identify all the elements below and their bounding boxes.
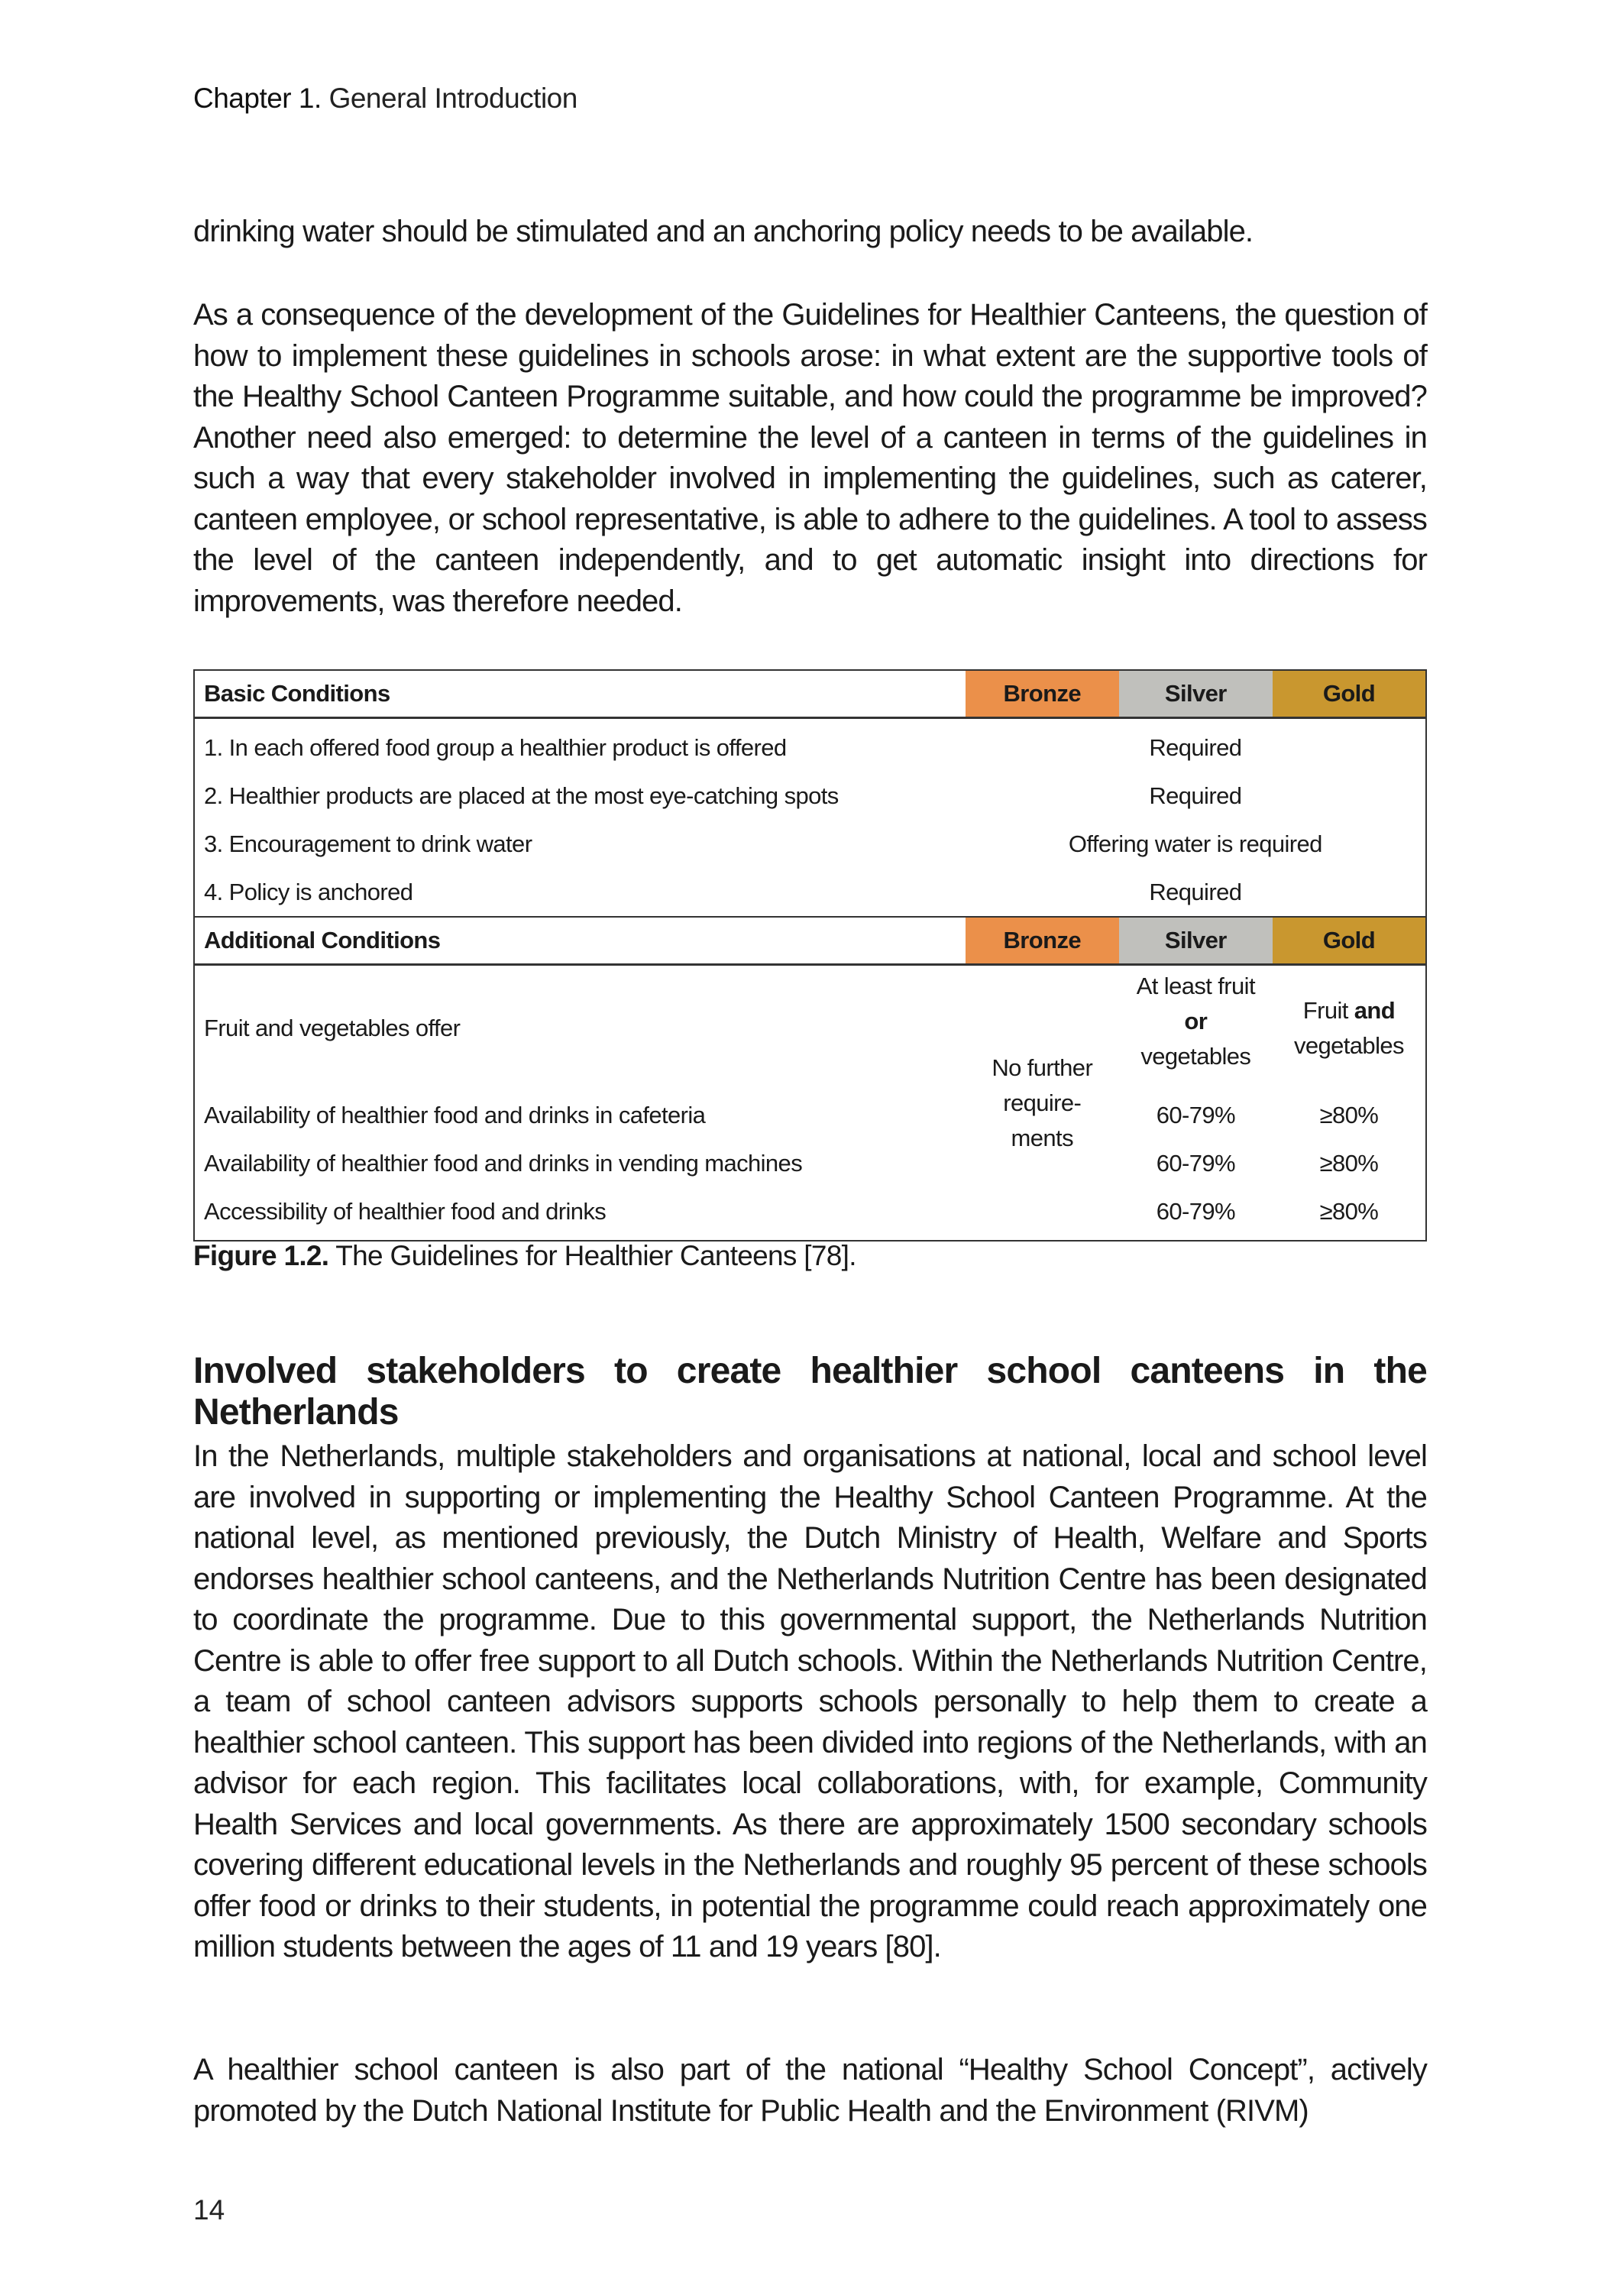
silver-emphasis: or xyxy=(1184,1008,1208,1034)
paragraph: drinking water should be stimulated and an anchoring policy needs to be available. xyxy=(193,215,1254,248)
tier-header-bronze: Bronze xyxy=(966,670,1119,718)
table-row xyxy=(194,1139,1426,1187)
paragraph: In the Netherlands, multiple stakeholders and organisations at national, local and school level are involved in supporting or implementing the Healthy School Canteen Programme. At the national level, as mentioned previously, the Dutch Ministry of Health, Welfare and Sports endorses healthier school canteens, and the Netherlands Nutrition Centre has been designated to coordinate the programme. Due to this governmental support, the Netherlands Nutrition Centre is able to offer free support to all Dutch schools. Within the Netherlands Nutrition Centre, a team of school canteen advisors supports schools personally to help them to create a healthier school canteen. This support has been divided into regions of the Netherlands, with an advisor for each region. This facilitates local collaborations, with, for example, Community Health Services and local governments. As there are approximately 1500 secondary schools covering different educational levels in the Netherlands and roughly 95 percent of these schools offer food or drinks to their students, in potential the programme could reach approximately one million students between the ages of 11 and 19 years [80]. xyxy=(193,1439,1427,1963)
section-heading: Involved stakeholders to create healthier school canteens in the Netherlands xyxy=(193,1351,1427,1432)
condition-value: Offering water is required xyxy=(1068,830,1322,857)
running-head xyxy=(193,83,577,115)
tier-header-gold: Gold xyxy=(1273,917,1426,965)
gold-value: ≥80% xyxy=(1319,1149,1379,1177)
table-row xyxy=(194,820,1426,868)
silver-value: 60-79% xyxy=(1156,1149,1235,1177)
condition-value: Required xyxy=(1149,733,1242,761)
paragraph: As a consequence of the development of the Guidelines for Healthier Canteens, the question of how to implement these guidelines in schools arose: in what extent are the supportive tools of the Healthy School Canteen Programme suitable, and how could the programme be improved? Another need also emerged: to determine the level of a canteen in terms of the guidelines in such a way that every stakeholder involved in implementing the guidelines, such as caterer, canteen employee, or school representative, is able to adhere to the guidelines. A tool to assess the level of the canteen independently, and to get automatic insight into directions for improvements, was therefore needed. xyxy=(193,298,1427,618)
condition-label: 3. Encouragement to drink water xyxy=(204,830,532,857)
condition-value: Required xyxy=(1149,878,1242,905)
table-row xyxy=(194,772,1426,820)
page-number: 14 xyxy=(193,2194,225,2226)
guidelines-table xyxy=(193,669,1427,1242)
condition-label: Accessibility of healthier food and drinks xyxy=(204,1197,607,1225)
tier-header-bronze: Bronze xyxy=(966,917,1119,965)
gold-value: ≥80% xyxy=(1319,1101,1379,1128)
table-row xyxy=(194,1187,1426,1241)
table-row xyxy=(194,965,1426,1092)
table-row xyxy=(194,718,1426,772)
bronze-no-further-requirements: No further require- ments xyxy=(992,1054,1093,1151)
paragraph: A healthier school canteen is also part of the national “Healthy School Concept”, actively promoted by the Dutch National Institute for Public Health and the Environment (RIVM) xyxy=(193,2053,1427,2128)
additional-conditions-header: Additional Conditions xyxy=(194,917,966,965)
condition-label: Fruit and vegetables offer xyxy=(204,1015,461,1041)
tier-header-gold: Gold xyxy=(1273,670,1426,718)
gold-value: ≥80% xyxy=(1319,1197,1379,1225)
tier-header-silver: Silver xyxy=(1119,670,1273,718)
figure-caption-text: The Guidelines for Healthier Canteens [78]. xyxy=(328,1240,856,1271)
table-row xyxy=(194,1091,1426,1139)
additional-header-row xyxy=(194,917,1426,965)
chapter-title: General Introduction xyxy=(328,83,577,114)
gold-value xyxy=(1273,965,1426,1092)
condition-label: 1. In each offered food group a healthier product is offered xyxy=(204,733,787,761)
figure-caption xyxy=(193,1240,856,1272)
chapter-label: Chapter 1. xyxy=(193,83,322,114)
gold-text: vegetables xyxy=(1293,1032,1404,1059)
table-row xyxy=(194,868,1426,917)
figure-label: Figure 1.2. xyxy=(193,1240,329,1271)
silver-value xyxy=(1119,965,1273,1092)
tier-header-silver: Silver xyxy=(1119,917,1273,965)
silver-value: 60-79% xyxy=(1156,1101,1235,1128)
condition-label: 2. Healthier products are placed at the most eye-catching spots xyxy=(204,782,839,809)
condition-label: Availability of healthier food and drinks in vending machines xyxy=(204,1149,803,1177)
condition-label: 4. Policy is anchored xyxy=(204,878,413,905)
silver-value: 60-79% xyxy=(1156,1197,1235,1225)
condition-value: Required xyxy=(1149,782,1242,809)
silver-text: vegetables xyxy=(1140,1043,1251,1070)
basic-conditions-header: Basic Conditions xyxy=(194,670,966,718)
silver-text: At least fruit xyxy=(1136,973,1255,999)
gold-text: Fruit xyxy=(1302,997,1354,1024)
gold-emphasis: and xyxy=(1354,997,1396,1024)
condition-label: Availability of healthier food and drinks in cafeteria xyxy=(204,1101,706,1128)
basic-header-row xyxy=(194,670,1426,718)
